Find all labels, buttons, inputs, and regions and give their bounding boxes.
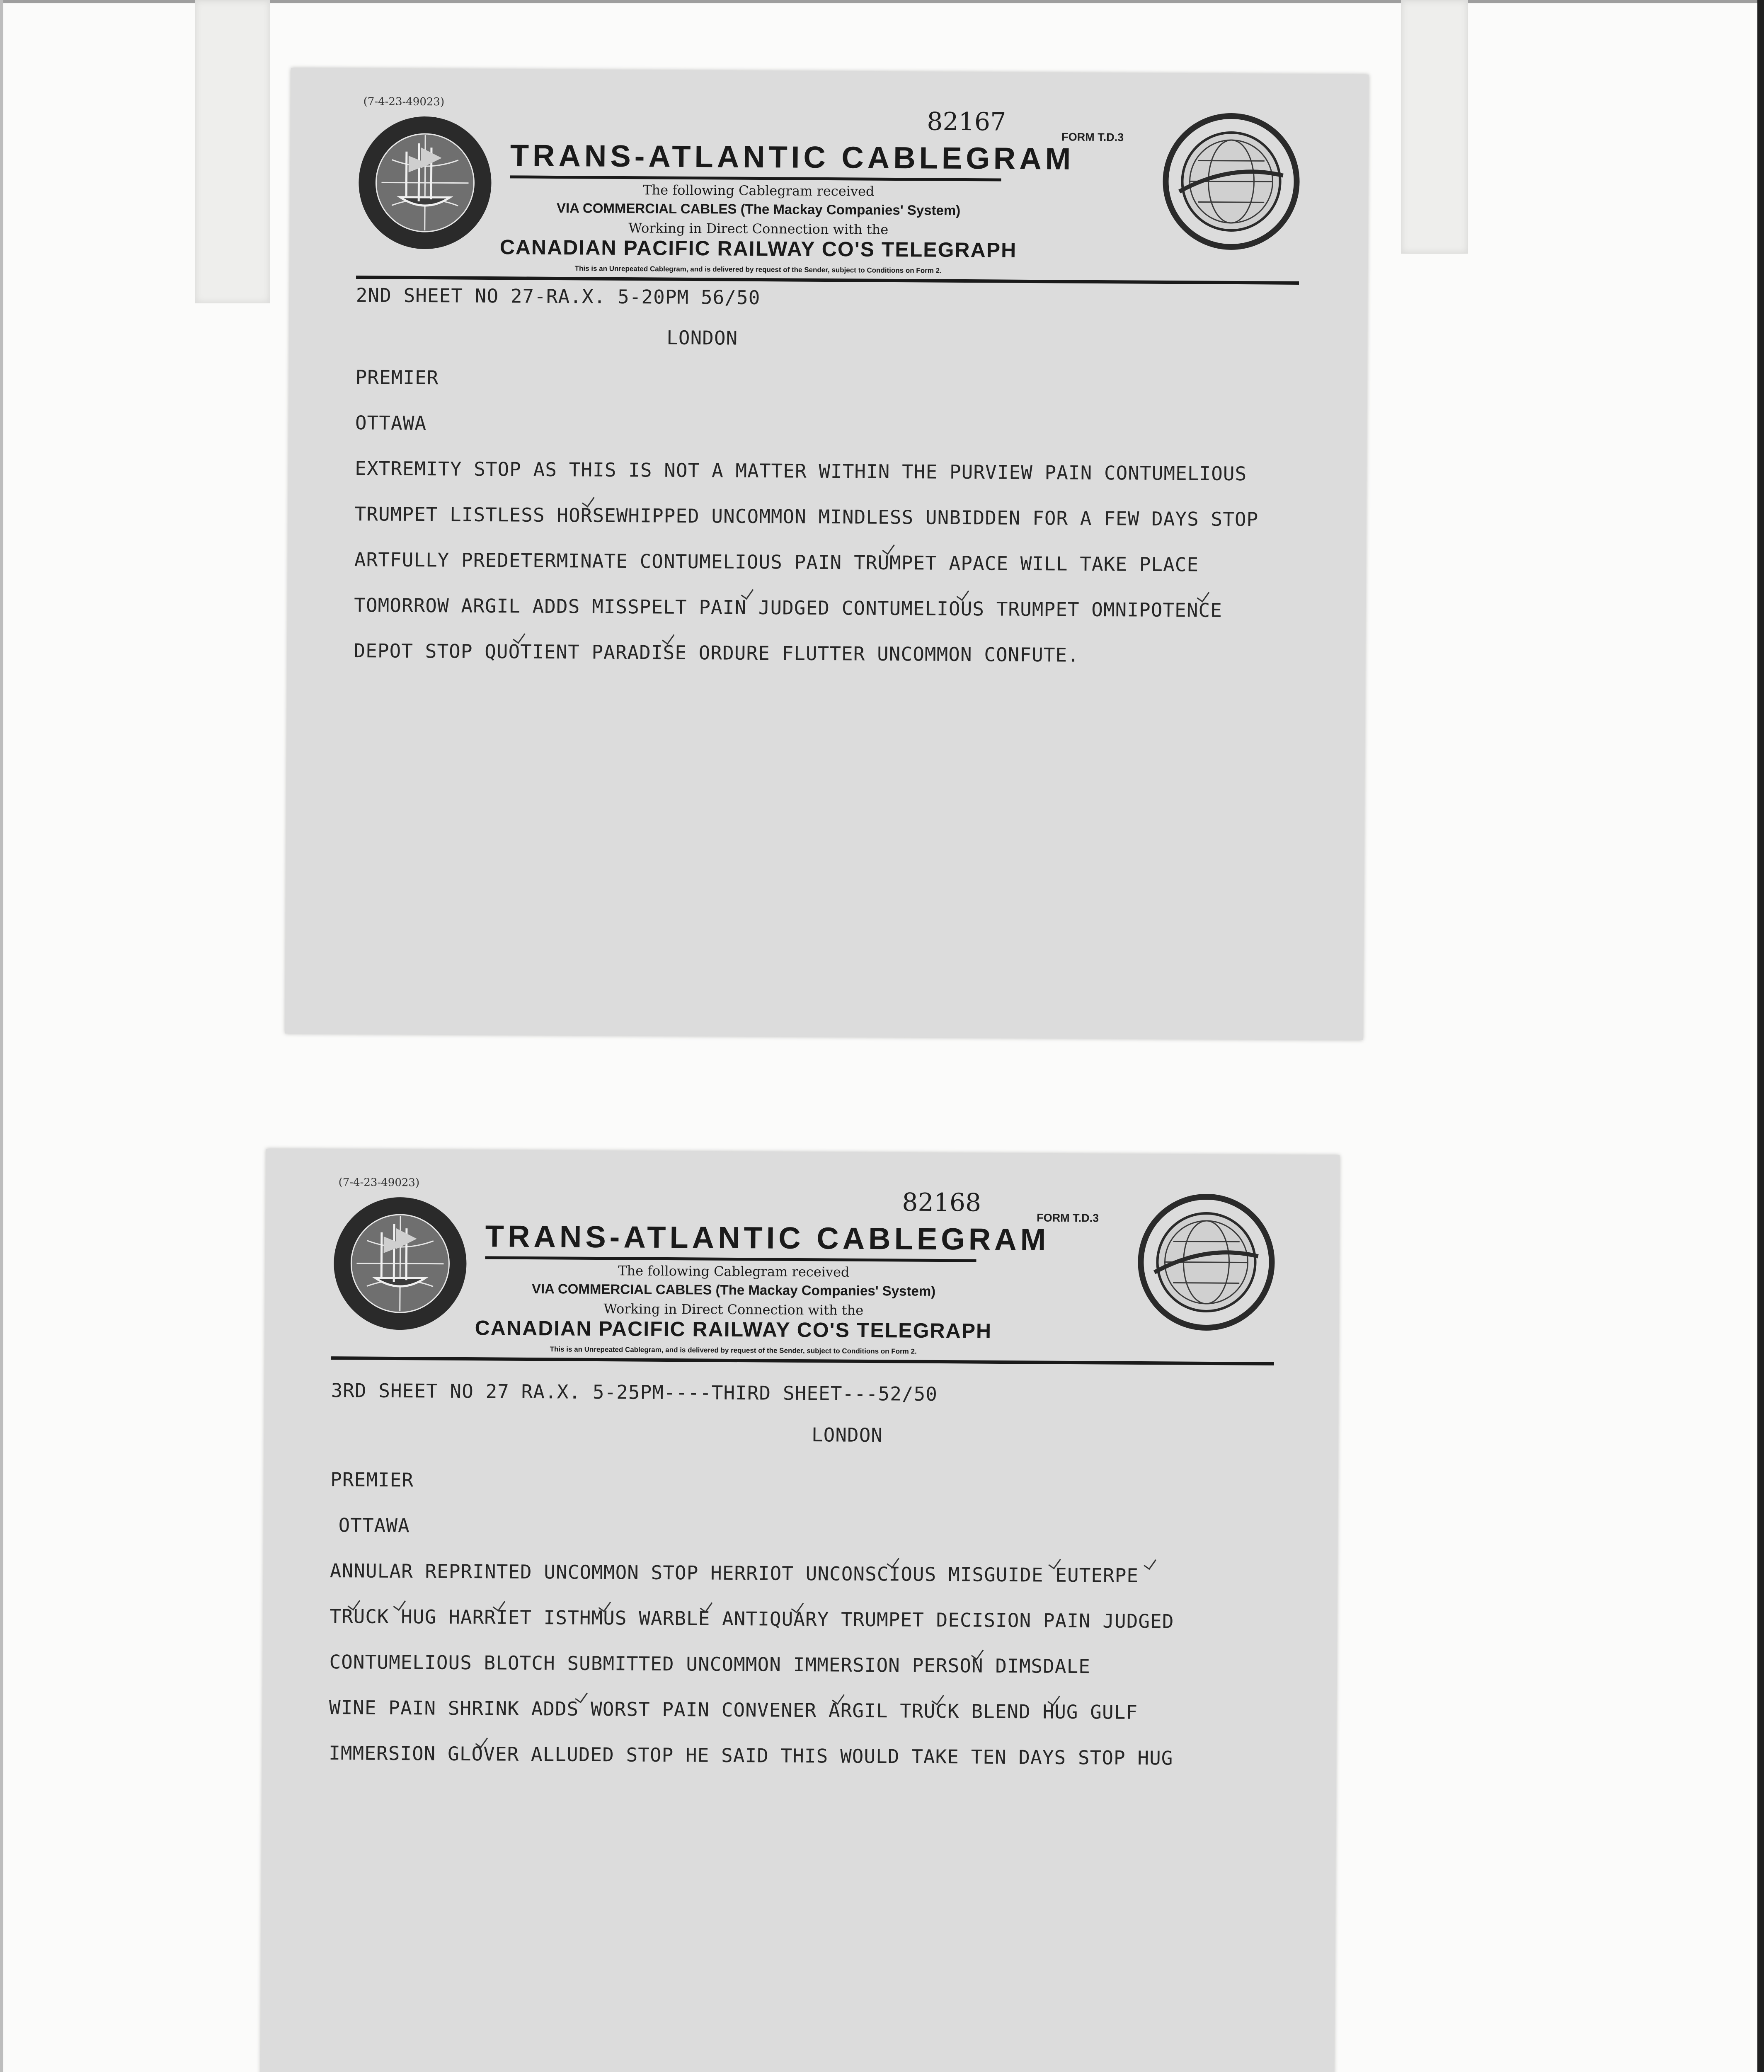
title-rule [510,175,1001,181]
connection-line: Working in Direct Connection with the [628,220,889,237]
recipient: PREMIER [330,1468,414,1491]
message-line: ARTFULLY PREDETERMINATE CONTUMELIOUS PAIN TRUMPET APACE WILL TAKE PLACE [354,548,1199,576]
recipient-city: OTTAWA [338,1514,410,1537]
serial-number: 82167 [927,107,1006,137]
recipient-city: OTTAWA [355,411,427,435]
check-mark-icon [1144,1556,1156,1570]
message-line: TRUCK HUG HARRIET ISTHMUS WARBLE ANTIQUARY TRUMPET DECISION PAIN JUDGED [330,1605,1174,1633]
cablegram-sheet-2 [260,1149,1340,2072]
cablegram-title: TRANS-ATLANTIC CABLEGRAM [510,138,1075,176]
scan-border-right [1757,0,1764,2072]
via-line: VIA COMMERCIAL CABLES (The Mackay Companies' System) [531,1281,936,1299]
form-number: FORM T.D.3 [1061,131,1124,144]
cablegram-sheet-1 [285,68,1369,1040]
scan-border-left [0,0,3,2072]
message-line: ANNULAR REPRINTED UNCOMMON STOP HERRIOT UNCONSCIOUS MISGUIDE EUTERPE [330,1559,1139,1587]
railway-line: CANADIAN PACIFIC RAILWAY CO'S TELEGRAPH [475,1316,992,1343]
canadian-pacific-seal-icon [331,1195,469,1332]
conditions-line: This is an Unrepeated Cablegram, and is delivered by request of the Sender, subject to Conditions on Form 2. [574,264,942,275]
received-line: The following Cablegram received [643,182,875,199]
sheet-header-line: 2ND SHEET NO 27-RA.X. 5-20PM 56/50 [356,284,761,309]
message-line: CONTUMELIOUS BLOTCH SUBMITTED UNCOMMON IMMERSION PERSON DIMSDALE [329,1651,1091,1678]
tape-strip [1401,0,1468,254]
serial-number: 82168 [902,1188,981,1218]
message-line: WINE PAIN SHRINK ADDS WORST PAIN CONVENER ARGIL TRUCK BLEND HUG GULF [329,1696,1138,1723]
conditions-line: This is an Unrepeated Cablegram, and is delivered by request of the Sender, subject to Conditions on Form 2. [550,1345,917,1356]
header-rule [356,276,1299,285]
form-number: FORM T.D.3 [1037,1211,1099,1225]
form-code: (7-4-23-49023) [363,95,445,109]
via-line: VIA COMMERCIAL CABLES (The Mackay Companies' System) [556,200,961,218]
commercial-cable-seal-icon [1137,1193,1275,1331]
message-line: EXTREMITY STOP AS THIS IS NOT A MATTER WITHIN THE PURVIEW PAIN CONTUMELIOUS [355,457,1247,485]
message-line: TRUMPET LISTLESS HORSEWHIPPED UNCOMMON MINDLESS UNBIDDEN FOR A FEW DAYS STOP [354,503,1259,531]
origin-city: LONDON [811,1423,883,1447]
sheet-header-line: 3RD SHEET NO 27 RA.X. 5-25PM----THIRD SHEET---52/50 [331,1379,938,1406]
message-line: TOMORROW ARGIL ADDS MISSPELT PAIN JUDGED CONTUMELIOUS TRUMPET OMNIPOTENCE [354,594,1223,622]
canadian-pacific-seal-icon [356,114,494,252]
tape-strip [195,0,270,303]
received-line: The following Cablegram received [618,1263,850,1280]
form-code: (7-4-23-49023) [338,1176,420,1189]
origin-city: LONDON [666,326,738,349]
connection-line: Working in Direct Connection with the [603,1301,864,1318]
recipient: PREMIER [355,366,439,389]
message-line: IMMERSION GLOVER ALLUDED STOP HE SAID THIS WOULD TAKE TEN DAYS STOP HUG [329,1742,1173,1769]
railway-line: CANADIAN PACIFIC RAILWAY CO'S TELEGRAPH [499,235,1017,262]
cablegram-title: TRANS-ATLANTIC CABLEGRAM [485,1219,1050,1257]
commercial-cable-seal-icon [1163,113,1300,250]
message-line: DEPOT STOP QUOTIENT PARADISE ORDURE FLUTTER UNCOMMON CONFUTE. [354,639,1080,666]
title-rule [485,1256,976,1262]
header-rule [331,1356,1274,1365]
